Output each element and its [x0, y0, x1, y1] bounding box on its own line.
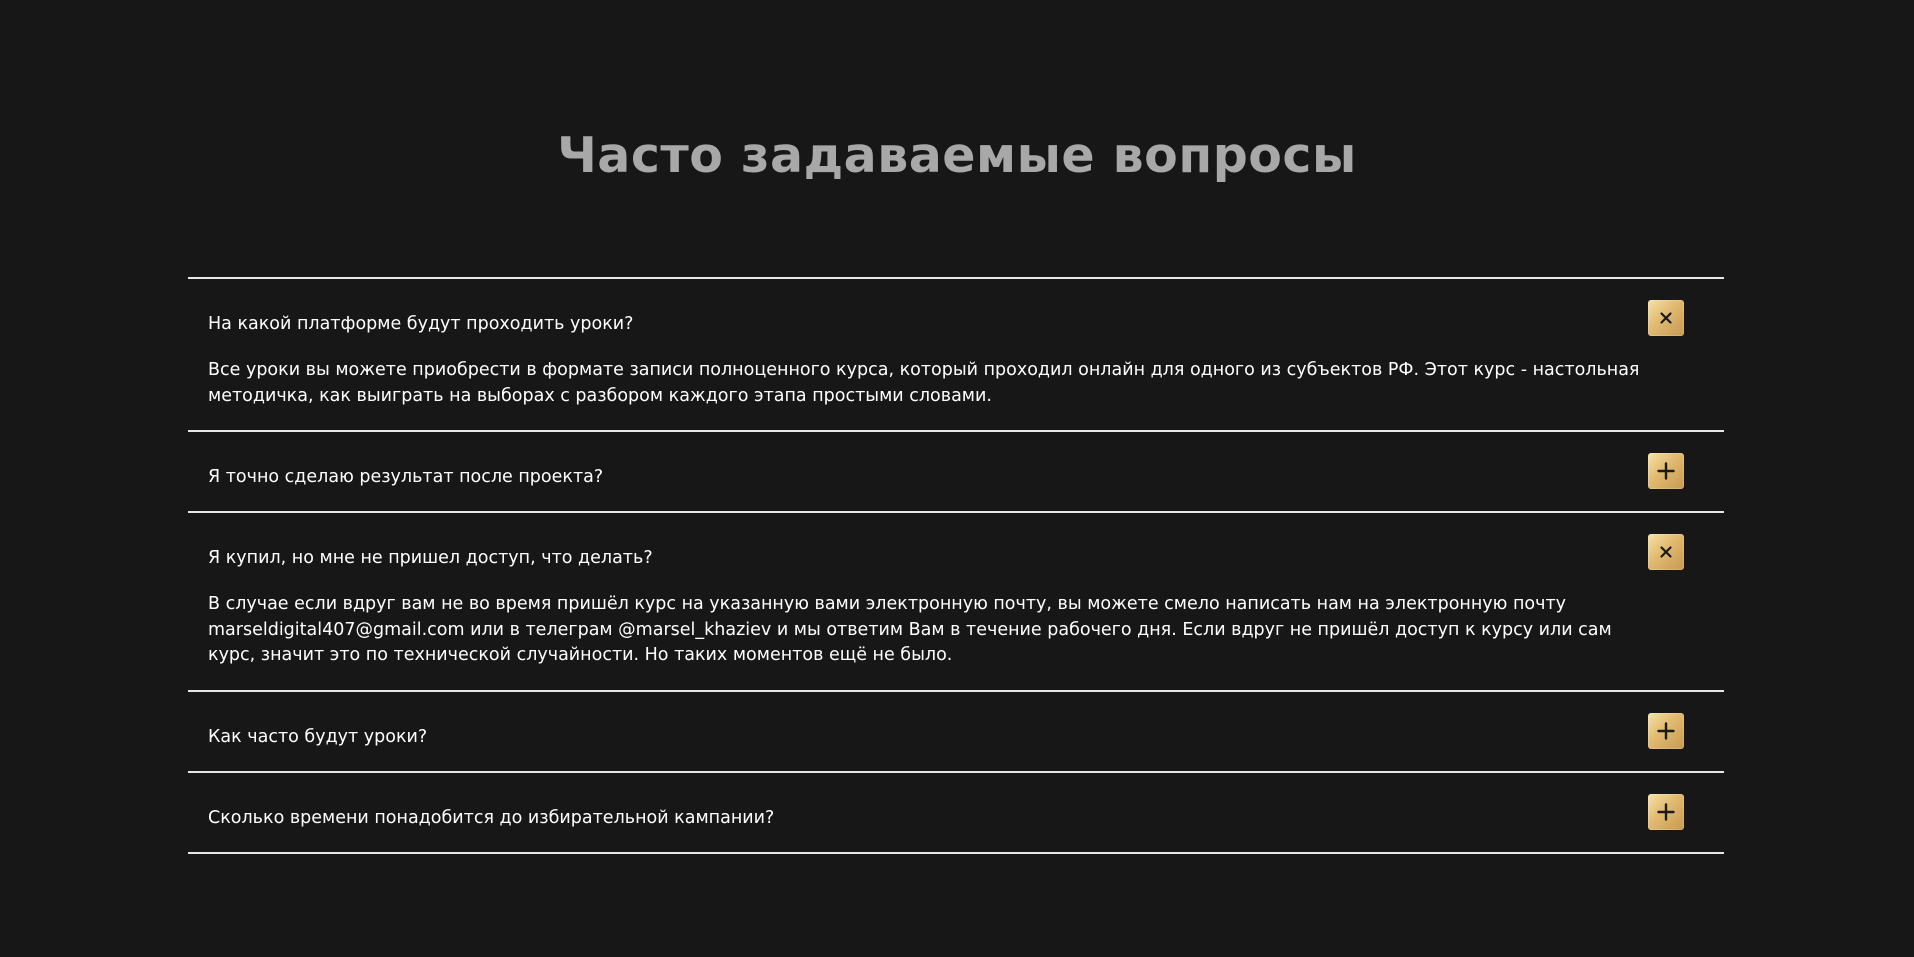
- faq-item: [188, 432, 1724, 513]
- close-icon: [1659, 545, 1673, 559]
- faq-answer: В случае если вдруг вам не во время пришёл курс на указанную вами электронную почту, вы можете смело написать нам на электронную почту marseldigital407@gmail.com или в телеграм @marsel_khaziev и мы ответим Вам в течение рабочего дня. Если вдруг не пришёл доступ к курсу или сам курс, значит это по технической случайности. Но таких моментов ещё не было.: [208, 594, 1612, 665]
- faq-question[interactable]: Я купил, но мне не пришел доступ, что делать?: [208, 548, 653, 568]
- faq-item: [188, 773, 1724, 854]
- close-icon: [1659, 311, 1673, 325]
- faq-item: [188, 692, 1724, 773]
- faq-question[interactable]: Я точно сделаю результат после проекта?: [208, 467, 604, 487]
- faq-item: [188, 513, 1724, 692]
- faq-item: [188, 279, 1724, 432]
- faq-answer: Все уроки вы можете приобрести в формате записи полноценного курса, который проходил онлайн для одного из субъектов РФ. Этот курс - настольная методичка, как выиграть на выборах с разбором каждого этапа простыми словами.: [208, 360, 1640, 406]
- plus-icon: [1657, 722, 1675, 740]
- faq-toggle-button[interactable]: [1648, 713, 1684, 749]
- faq-list: [188, 277, 1724, 854]
- faq-toggle-button[interactable]: [1648, 534, 1684, 570]
- faq-toggle-button[interactable]: [1648, 453, 1684, 489]
- faq-toggle-button[interactable]: [1648, 794, 1684, 830]
- plus-icon: [1657, 803, 1675, 821]
- faq-question[interactable]: На какой платформе будут проходить уроки?: [208, 314, 634, 334]
- faq-question[interactable]: Как часто будут уроки?: [208, 726, 428, 747]
- faq-question[interactable]: Сколько времени понадобится до избирательной кампании?: [208, 807, 775, 828]
- plus-icon: [1657, 462, 1675, 480]
- faq-toggle-button[interactable]: [1648, 300, 1684, 336]
- page-title: Часто задаваемые вопросы: [557, 127, 1357, 184]
